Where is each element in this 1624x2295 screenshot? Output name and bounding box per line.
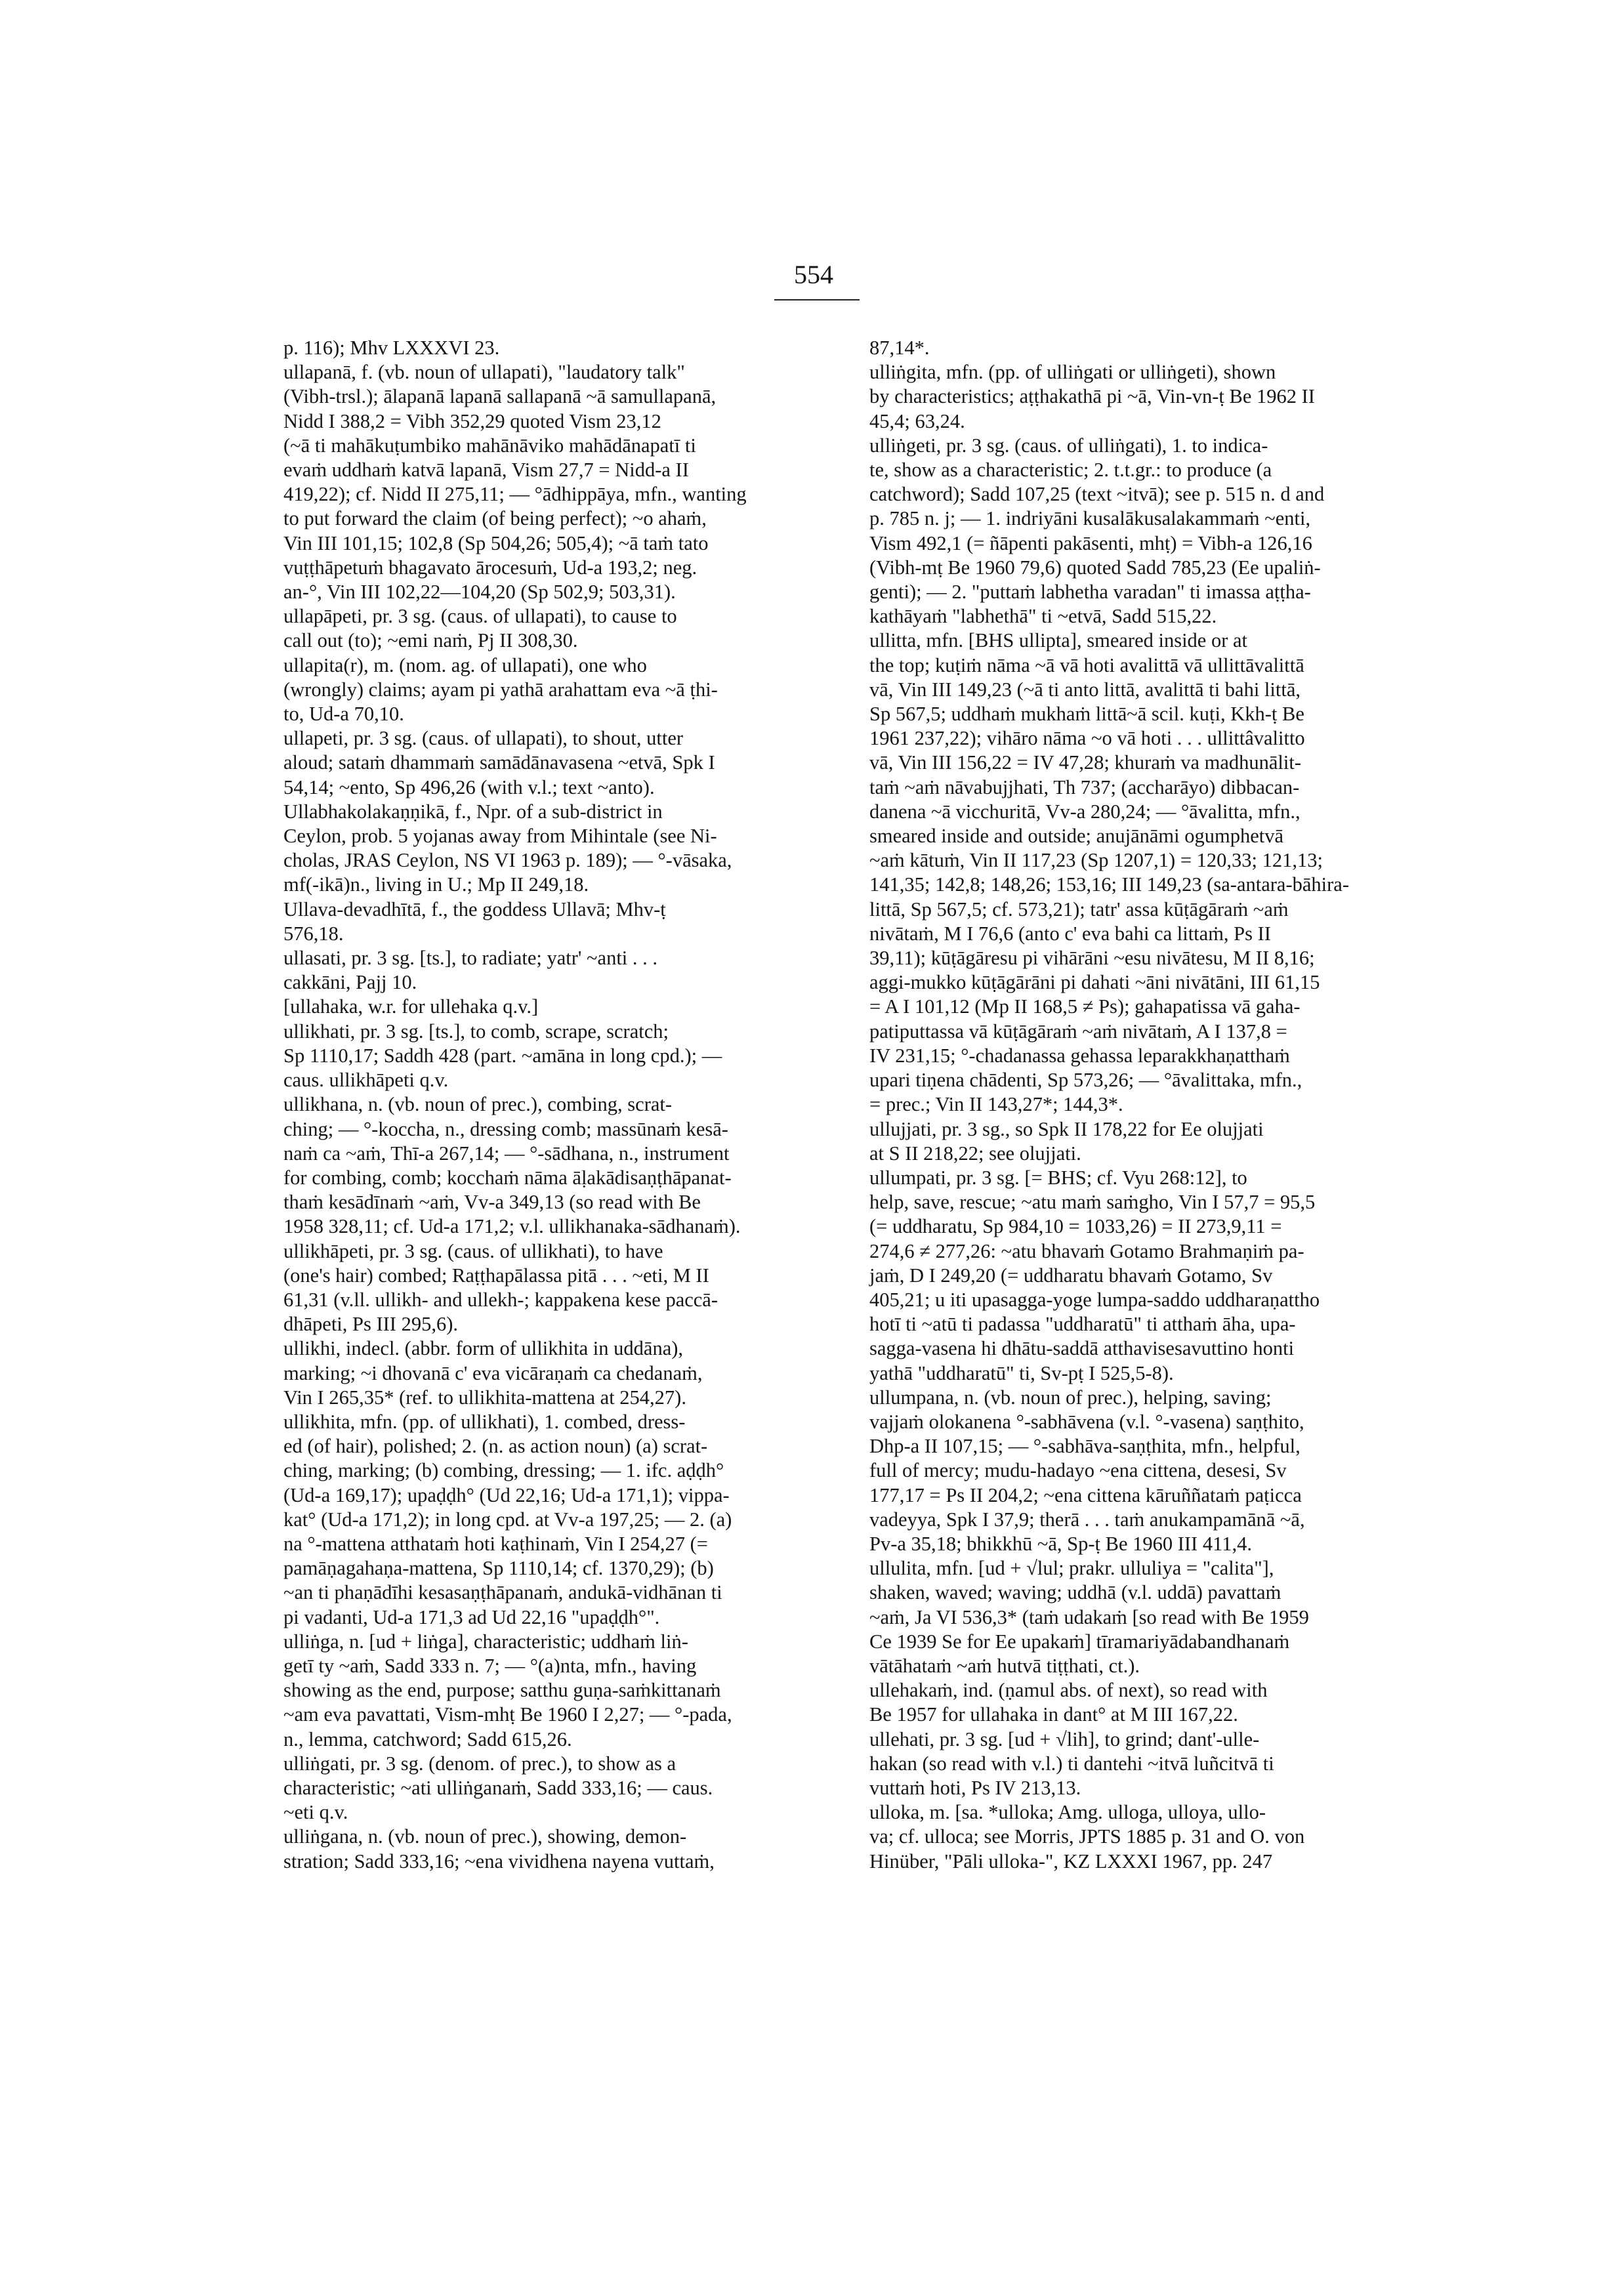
entry-first-line: ulliṅgana, n. (vb. noun of prec.), showing, demon- (283, 1825, 687, 1848)
entry-first-line: ullapita(r), m. (nom. ag. of ullapati), one who (283, 653, 647, 676)
entry-line: 177,17 = Ps II 204,2; ~ena cittena kāruññataṁ paṭicca (869, 1483, 1302, 1506)
entry-line: vuṭṭhāpetuṁ bhagavato ārocesuṁ, Ud-a 193,2; neg. (283, 556, 697, 579)
entry-line: ed (of hair), polished; 2. (n. as action noun) (a) scrat- (283, 1435, 708, 1458)
entry-line: catchword); Sadd 107,25 (text ~itvā); see p. 515 n. d and (869, 483, 1325, 506)
entry-line: evaṁ uddhaṁ katvā lapanā, Vism 27,7 = Nidd-a II (283, 459, 689, 482)
entry-line: va; cf. ulloca; see Morris, JPTS 1885 p. 31 and O. von (869, 1825, 1305, 1848)
entry-first-line: ulliṅgeti, pr. 3 sg. (caus. of ulliṅgati), 1. to indica- (869, 434, 1268, 457)
entry-ullapitar (283, 653, 851, 727)
entry-line: nivātaṁ, M I 76,6 (anto c' eva bahi ca littaṁ, Ps II (869, 922, 1271, 945)
entry-line: na °-mattena atthataṁ hoti kaṭhinaṁ, Vin I 254,27 (= (283, 1532, 709, 1555)
entry-continuation (283, 336, 851, 360)
entry-line: danena ~ā vicchuritā, Vv-a 280,24; — °āvalitta, mfn., (869, 800, 1301, 823)
entry-line: help, save, rescue; ~atu maṁ saṁgho, Vin I 57,7 = 95,5 (869, 1191, 1316, 1214)
entry-line: call out (to); ~emi naṁ, Pj II 308,30. (283, 629, 578, 652)
entry-line: ~eti q.v. (283, 1801, 348, 1824)
entry-ullitta (869, 629, 1437, 1117)
entry-first-line: ulliṅga, n. [ud + liṅga], characteristic; uddhaṁ liṅ- (283, 1630, 688, 1653)
entry-line: ching, marking; (b) combing, dressing; — 1. ifc. aḍḍh° (283, 1459, 724, 1482)
entry-ullikhati (283, 1020, 851, 1093)
entry-line: taṁ ~aṁ nāvabujjhati, Th 737; (accharāyo) dibbacan- (869, 775, 1300, 798)
entry-line: full of mercy; mudu-hadayo ~ena cittena, desesi, Sv (869, 1459, 1287, 1482)
entry-line: patiputtassa vā kūṭāgāraṁ ~aṁ nivātaṁ, A I 137,8 = (869, 1020, 1287, 1043)
entry-line: for combing, comb; kocchaṁ nāma āḷakādisaṇṭhāpanat- (283, 1166, 732, 1189)
entry-ullingita (869, 360, 1437, 434)
entry-line: (wrongly) claims; ayam pi yathā arahattam eva ~ā ṭhi- (283, 678, 718, 701)
entry-line: Ce 1939 Se for Ee upakaṁ] tīramariyādabandhanaṁ (869, 1630, 1290, 1653)
entry-first-line: ullujjati, pr. 3 sg., so Spk II 178,22 for Ee olujjati (869, 1117, 1264, 1140)
entry-ullapana (283, 360, 851, 604)
entry-line: te, show as a characteristic; 2. t.t.gr.: to produce (a (869, 459, 1272, 482)
entry-line: naṁ ca ~aṁ, Thī-a 267,14; — °-sādhana, n., instrument (283, 1142, 730, 1165)
entry-line: at S II 218,22; see olujjati. (869, 1142, 1081, 1165)
entry-line: Dhp-a II 107,15; — °-sabhāva-saṇṭhita, mfn., helpful, (869, 1435, 1301, 1458)
entry-line: 54,14; ~ento, Sp 496,26 (with v.l.; text ~anto). (283, 775, 655, 798)
right-column (869, 336, 1437, 1874)
entry-line: 141,35; 142,8; 148,26; 153,16; III 149,23 (sa-antara-bāhira- (869, 873, 1349, 896)
entry-ullabhakolakannika (283, 800, 851, 898)
entry-line: mf(-ikā)n., living in U.; Mp II 249,18. (283, 873, 589, 896)
entry-line: 1961 237,22); vihāro nāma ~o vā hoti . . . ullittâvalitto (869, 727, 1305, 750)
entry-first-line: Ullava-devadhītā, f., the goddess Ullavā; Mhv-ṭ (283, 898, 666, 920)
entry-ullinga (283, 1630, 851, 1752)
entry-line: an-°, Vin III 102,22—104,20 (Sp 502,9; 503,31). (283, 581, 676, 604)
entry-first-line: ulliṅgati, pr. 3 sg. (denom. of prec.), to show as a (283, 1752, 677, 1775)
entry-ullapeti (283, 726, 851, 800)
entry-first-line: ullapāpeti, pr. 3 sg. (caus. of ullapati), to cause to (283, 605, 677, 628)
entry-line: vā, Vin III 149,23 (~ā ti anto littā, avalittā ti bahi littā, (869, 678, 1301, 701)
entry-line: stration; Sadd 333,16; ~ena vividhena nayena vuttaṁ, (283, 1850, 715, 1872)
page-number: 554 (794, 260, 833, 289)
entry-line: 39,11); kūṭāgāresu pi vihārāni ~esu nivātesu, M II 8,16; (869, 947, 1315, 970)
entry-ullavadevadhita (283, 898, 851, 946)
entry-line: Vin III 101,15; 102,8 (Sp 504,26; 505,4); ~ā taṁ tato (283, 531, 709, 554)
entry-line: smeared inside and outside; anujānāmi ogumphetvā (869, 825, 1284, 848)
entry-first-line: ullikhita, mfn. (pp. of ullikhati), 1. combed, dress- (283, 1410, 686, 1433)
entry-line: the top; kuṭiṁ nāma ~ā vā hoti avalittā vā ullittāvalittā (869, 653, 1304, 676)
entry-line: aloud; sataṁ dhammaṁ samādānavasena ~etvā, Spk I (283, 751, 715, 774)
entry-line: thaṁ kesādīnaṁ ~aṁ, Vv-a 349,13 (so read with Be (283, 1191, 701, 1214)
entry-line: ~aṁ kātuṁ, Vin II 117,23 (Sp 1207,1) = 120,33; 121,13; (869, 849, 1323, 872)
entry-line: n., lemma, catchword; Sadd 615,26. (283, 1727, 572, 1750)
entry-line: 45,4; 63,24. (869, 409, 965, 432)
entry-line: characteristic; ~ati ulliṅganaṁ, Sadd 333,16; — caus. (283, 1776, 713, 1799)
entry-line: sagga-vasena hi dhātu-saddā atthavisesavuttino honti (869, 1337, 1295, 1360)
entry-first-line: ullapeti, pr. 3 sg. (caus. of ullapati), to shout, utter (283, 727, 684, 750)
entry-ullulita (869, 1556, 1437, 1678)
entry-ullingeti (869, 434, 1437, 629)
entry-first-line: ullumpana, n. (vb. noun of prec.), helping, saving; (869, 1386, 1272, 1409)
entry-line: p. 785 n. j; — 1. indriyāni kusalākusalakammaṁ ~enti, (869, 507, 1311, 530)
entry-line: to, Ud-a 70,10. (283, 703, 404, 726)
entry-ullujjati (869, 1117, 1437, 1166)
entry-line: 405,21; u iti upasagga-yoge lumpa-saddo uddharaṇattho (869, 1288, 1320, 1311)
entry-continuation (869, 336, 1437, 360)
entry-line: upari tiṇena chādenti, Sp 573,26; — °āvalittaka, mfn., (869, 1069, 1302, 1092)
entry-first-line: ullikhana, n. (vb. noun of prec.), combing, scrat- (283, 1093, 673, 1116)
entry-line: getī ty ~aṁ, Sadd 333 n. 7; — °(a)nta, mfn., having (283, 1654, 697, 1677)
entry-line: hotī ti ~atū ti padassa "uddharatū" ti atthaṁ āha, upa- (869, 1313, 1296, 1336)
entry-line: (= uddharatu, Sp 984,10 = 1033,26) = II 273,9,11 = (869, 1215, 1282, 1238)
entry-ullehakam (869, 1678, 1437, 1727)
entry-line: kathāyaṁ "labhethā" ti ~etvā, Sadd 515,22. (869, 605, 1217, 628)
entry-first-line: ullikhi, indecl. (abbr. form of ullikhita in uddāna), (283, 1337, 684, 1360)
entry-line: marking; ~i dhovanā c' eva vicāraṇaṁ ca chedanaṁ, (283, 1361, 703, 1384)
entry-line: ching; — °-koccha, n., dressing comb; massūnaṁ kesā- (283, 1117, 728, 1140)
entry-first-line: ullitta, mfn. [BHS ullipta], smeared inside or at (869, 629, 1248, 652)
entry-line: ~am eva pavattati, Vism-mhṭ Be 1960 I 2,27; — °-pada, (283, 1703, 732, 1726)
entry-line: (one's hair) combed; Raṭṭhapālassa pitā . . . ~eti, M II (283, 1264, 709, 1287)
entry-first-line: Ullabhakolakaṇṇikā, f., Npr. of a sub-district in (283, 800, 663, 823)
entry-first-line: ullikhāpeti, pr. 3 sg. (caus. of ullikhati), to have (283, 1239, 663, 1262)
entry-line: 61,31 (v.ll. ullikh- and ullekh-; kappakena kese paccā- (283, 1288, 718, 1311)
entry-line: = A I 101,12 (Mp II 168,5 ≠ Ps); gahapatissa vā gaha- (869, 995, 1301, 1018)
entry-line: Vin I 265,35* (ref. to ullikhita-mattena at 254,27). (283, 1386, 686, 1409)
entry-ullehati (869, 1727, 1437, 1801)
entry-line: dhāpeti, Ps III 295,6). (283, 1313, 458, 1336)
entry-ulloka (869, 1800, 1437, 1874)
entry-line: (Ud-a 169,17); upaḍḍh° (Ud 22,16; Ud-a 171,1); vippa- (283, 1483, 730, 1506)
entry-line: = prec.; Vin II 143,27*; 144,3*. (869, 1093, 1123, 1116)
entry-line: vā, Vin III 156,22 = IV 47,28; khuraṁ va madhunālit- (869, 751, 1302, 774)
entry-line: Nidd I 388,2 = Vibh 352,29 quoted Vism 23,12 (283, 409, 661, 432)
entry-first-line: ullehati, pr. 3 sg. [ud + √lih], to grind; dant'-ulle- (869, 1727, 1260, 1750)
entry-ullingana (283, 1825, 851, 1873)
entry-ullikhapeti (283, 1239, 851, 1337)
entry-first-line: ulliṅgita, mfn. (pp. of ulliṅgati or ulliṅgeti), shown (869, 361, 1276, 384)
entry-ullikhana (283, 1092, 851, 1239)
entry-line: vajjaṁ olokanena °-sabhāvena (v.l. °-vasena) saṇṭhito, (869, 1410, 1304, 1433)
entry-first-line: 87,14*. (869, 337, 930, 359)
entry-line: 1958 328,11; cf. Ud-a 171,2; v.l. ullikhanaka-sādhanaṁ). (283, 1215, 741, 1238)
entry-line: 576,18. (283, 922, 344, 945)
entry-line: by characteristics; aṭṭhakathā pi ~ā, Vin-vn-ṭ Be 1962 II (869, 385, 1315, 408)
entry-line: Be 1957 for ullahaka in dant° at M III 167,22. (869, 1703, 1238, 1726)
entry-line: vadeyya, Spk I 37,9; therā . . . taṁ anukampamānā ~ā, (869, 1508, 1305, 1531)
entry-line: hakan (so read with v.l.) ti dantehi ~itvā luñcitvā ti (869, 1752, 1274, 1775)
entry-line: yathā "uddharatū" ti, Sv-pṭ I 525,5-8). (869, 1361, 1174, 1384)
entry-line: Ceylon, prob. 5 yojanas away from Mihintale (see Ni- (283, 825, 717, 848)
entry-line: showing as the end, purpose; satthu guṇa-saṁkittanaṁ (283, 1679, 721, 1702)
entry-line: Hinüber, "Pāli ulloka-", KZ LXXXI 1967, pp. 247 (869, 1850, 1273, 1872)
entry-ullasati (283, 946, 851, 995)
entry-line: caus. ullikhāpeti q.v. (283, 1069, 449, 1092)
page-number-rule (774, 299, 860, 300)
entry-line: vātāhataṁ ~aṁ hutvā tiṭṭhati, ct.). (869, 1654, 1140, 1677)
entry-line: IV 231,15; °-chadanassa gehassa leparakkhaṇatthaṁ (869, 1044, 1290, 1067)
entry-line: genti); — 2. "puttaṁ labhetha varadan" ti imassa aṭṭha- (869, 581, 1311, 604)
entry-line: ~an ti phaṇādīhi kesasaṇṭhāpanaṁ, andukā-vidhānan ti (283, 1581, 722, 1604)
entry-line: jaṁ, D I 249,20 (= uddharatu bhavaṁ Gotamo, Sv (869, 1264, 1273, 1287)
entry-ullumpati (869, 1166, 1437, 1386)
entry-first-line: ulloka, m. [sa. *ulloka; Amg. ulloga, ulloya, ullo- (869, 1801, 1266, 1824)
entry-first-line: ullapanā, f. (vb. noun of ullapati), "laudatory talk" (283, 361, 685, 384)
entry-line: vuttaṁ hoti, Ps IV 213,13. (869, 1776, 1081, 1799)
entry-ullahaka (283, 995, 851, 1019)
entry-line: littā, Sp 567,5; cf. 573,21); tatr' assa kūṭāgāraṁ ~aṁ (869, 898, 1289, 920)
entry-first-line: ullulita, mfn. [ud + √lul; prakr. ulluliya = "calita"], (869, 1557, 1274, 1580)
entry-line: aggi-mukko kūṭāgārāni pi dahati ~āni nivātāni, III 61,15 (869, 971, 1320, 994)
entry-line: (~ā ti mahākuṭumbiko mahānāviko mahādānapatī ti (283, 434, 696, 457)
entry-line: ~aṁ, Ja VI 536,3* (taṁ udakaṁ [so read with Be 1959 (869, 1605, 1309, 1628)
entry-first-line: ullumpati, pr. 3 sg. [= BHS; cf. Vyu 268:12], to (869, 1166, 1247, 1189)
entry-line: Sp 567,5; uddhaṁ mukhaṁ littā~ā scil. kuṭi, Kkh-ṭ Be (869, 703, 1304, 726)
entry-first-line: ullikhati, pr. 3 sg. [ts.], to comb, scrape, scratch; (283, 1020, 669, 1043)
left-column (283, 336, 851, 1874)
entry-first-line: ullasati, pr. 3 sg. [ts.], to radiate; yatr' ~anti . . . (283, 947, 658, 970)
entry-first-line: [ullahaka, w.r. for ullehaka q.v.] (283, 995, 539, 1018)
entry-line: kat° (Ud-a 171,2); in long cpd. at Vv-a 197,25; — 2. (a) (283, 1508, 732, 1531)
entry-line: 274,6 ≠ 277,26: ~atu bhavaṁ Gotamo Brahmaṇiṁ pa- (869, 1239, 1304, 1262)
entry-line: (Vibh-trsl.); ālapanā lapanā sallapanā ~ā samullapanā, (283, 385, 717, 408)
entry-first-line: ullehakaṁ, ind. (ṇamul abs. of next), so read with (869, 1679, 1268, 1702)
entry-line: Sp 1110,17; Saddh 428 (part. ~amāna in long cpd.); — (283, 1044, 722, 1067)
entry-line: cholas, JRAS Ceylon, NS VI 1963 p. 189); — °-vāsaka, (283, 849, 732, 872)
entry-line: cakkāni, Pajj 10. (283, 971, 417, 994)
entry-ullikhita (283, 1410, 851, 1630)
entry-line: pamāṇagahaṇa-mattena, Sp 1110,14; cf. 1370,29); (b) (283, 1557, 714, 1580)
entry-ullapapeti (283, 604, 851, 653)
entry-line: to put forward the claim (of being perfect); ~o ahaṁ, (283, 507, 707, 530)
entry-line: 419,22); cf. Nidd II 275,11; — °ādhippāya, mfn., wanting (283, 483, 747, 506)
entry-line: Vism 492,1 (= ñāpenti pakāsenti, mhṭ) = Vibh-a 126,16 (869, 531, 1312, 554)
entry-line: shaken, waved; waving; uddhā (v.l. uddā) pavattaṁ (869, 1581, 1281, 1604)
entry-first-line: p. 116); Mhv LXXXVI 23. (283, 337, 500, 359)
entry-line: Pv-a 35,18; bhikkhū ~ā, Sp-ṭ Be 1960 III 411,4. (869, 1532, 1252, 1555)
entry-ullingati (283, 1752, 851, 1825)
entry-line: (Vibh-mṭ Be 1960 79,6) quoted Sadd 785,23 (Ee upaliṅ- (869, 556, 1321, 579)
entry-ullikhi (283, 1336, 851, 1410)
entry-line: pi vadanti, Ud-a 171,3 ad Ud 22,16 "upaḍḍh°". (283, 1605, 660, 1628)
entry-ullumpana (869, 1386, 1437, 1556)
